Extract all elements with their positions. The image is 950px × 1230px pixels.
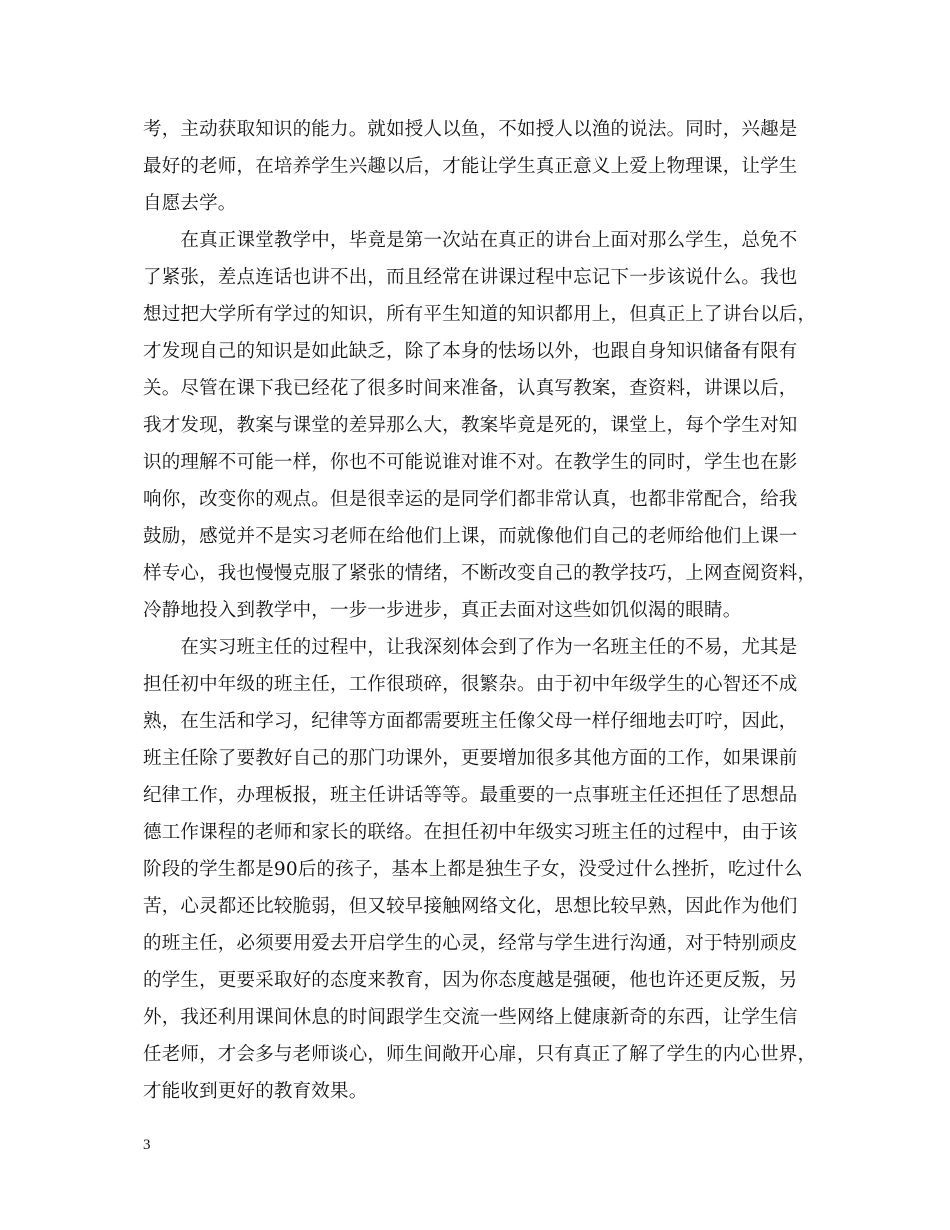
text-line: 班主任除了要教好自己的那门功课外，更要增加很多其他方面的工作，如果课前 — [143, 748, 798, 769]
text-line: 担任初中年级的班主任，工作很琐碎，很繁杂。由于初中年级学生的心智还不成 — [143, 674, 798, 695]
text-line: 鼓励，感觉并不是实习老师在给他们上课，而就像他们自己的老师给他们上课一 — [143, 526, 798, 547]
text-line: 识的理解不可能一样，你也不可能说谁对谁不对。在教学生的同时，学生也在影 — [143, 452, 798, 473]
text-line: 才发现自己的知识是如此缺乏，除了本身的怯场以外，也跟自身知识储备有限有 — [143, 341, 798, 362]
text-line: 的班主任，必须要用爱去开启学生的心灵，经常与学生进行沟通，对于特别顽皮 — [143, 933, 798, 954]
text-line: 德工作课程的老师和家长的联络。在担任初中年级实习班主任的过程中，由于该 — [143, 822, 798, 843]
text-line: 冷静地投入到教学中，一步一步进步，真正去面对这些如饥似渴的眼睛。 — [143, 600, 742, 621]
text-line: 样专心，我也慢慢克服了紧张的情绪，不断改变自己的教学技巧，上网查阅资料， — [143, 563, 817, 584]
text-line: 了紧张，差点连话也讲不出，而且经常在讲课过程中忘记下一步该说什么。我也 — [143, 267, 798, 288]
text-line: 想过把大学所有学过的知识，所有平生知道的知识都用上，但真正上了讲台以后， — [143, 304, 817, 325]
text-line: 最好的老师，在培养学生兴趣以后，才能让学生真正意义上爱上物理课，让学生 — [143, 156, 798, 177]
text-line: 才能收到更好的教育效果。 — [143, 1081, 368, 1102]
text-line: 自愿去学。 — [143, 193, 237, 214]
text-line: 外，我还利用课间休息的时间跟学生交流一些网络上健康新奇的东西，让学生信 — [143, 1007, 798, 1028]
text-line: 苦，心灵都还比较脆弱，但又较早接触网络文化，思想比较早熟，因此作为他们 — [143, 896, 798, 917]
text-line: 在实习班主任的过程中，让我深刻体会到了作为一名班主任的不易，尤其是 — [143, 637, 798, 658]
text-line: 响你，改变你的观点。但是很幸运的是同学们都非常认真，也都非常配合，给我 — [143, 489, 798, 510]
text-line: 考，主动获取知识的能力。就如授人以鱼，不如授人以渔的说法。同时，兴趣是 — [143, 119, 798, 140]
text-line: 关。尽管在课下我已经花了很多时间来准备，认真写教案，查资料，讲课以后， — [143, 378, 798, 399]
page-number: 3 — [143, 1137, 151, 1153]
text-line: 任老师，才会多与老师谈心，师生间敞开心扉，只有真正了解了学生的内心世界， — [143, 1044, 817, 1065]
text-line: 在真正课堂教学中，毕竟是第一次站在真正的讲台上面对那么学生，总免不 — [143, 230, 798, 251]
text-line: 熟，在生活和学习，纪律等方面都需要班主任像父母一样仔细地去叮咛，因此， — [143, 711, 798, 732]
text-line: 的学生，更要采取好的态度来教育，因为你态度越是强硬，他也许还更反叛，另 — [143, 970, 798, 991]
text-line: 我才发现，教案与课堂的差异那么大，教案毕竟是死的，课堂上，每个学生对知 — [143, 415, 798, 436]
text-line: 纪律工作，办理板报，班主任讲话等等。最重要的一点事班主任还担任了思想品 — [143, 785, 798, 806]
text-line: 阶段的学生都是90后的孩子，基本上都是独生子女，没受过什么挫折，吃过什么 — [143, 859, 803, 880]
